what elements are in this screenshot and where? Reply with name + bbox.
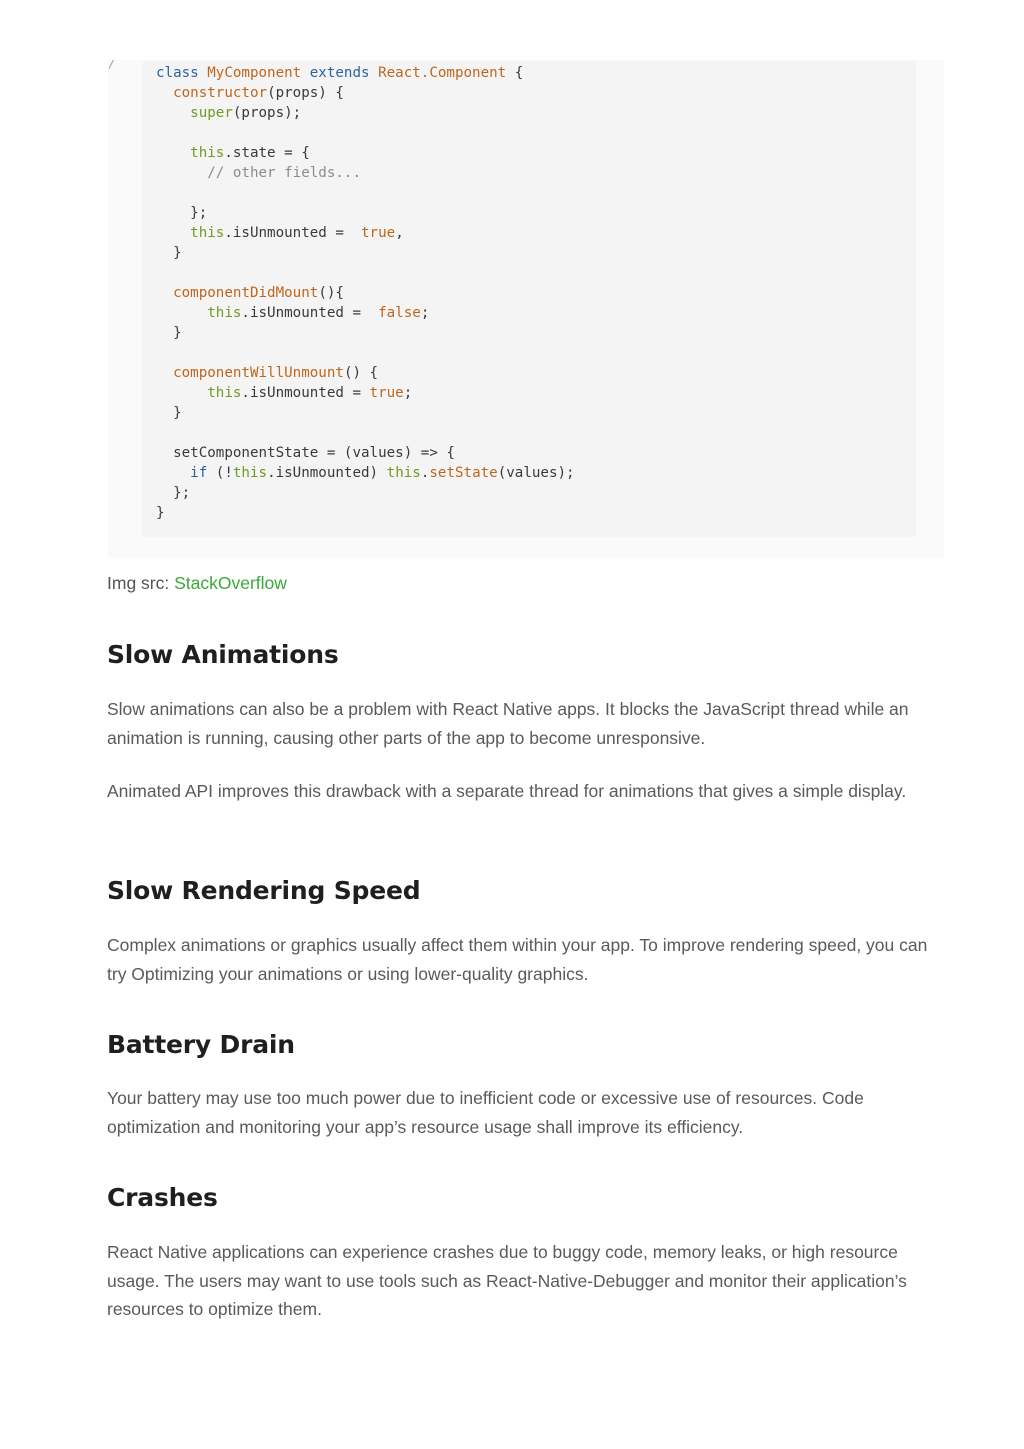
code-token: false bbox=[378, 305, 421, 321]
code-token: } bbox=[156, 405, 182, 421]
code-token: { bbox=[506, 65, 524, 81]
code-token: this bbox=[207, 305, 242, 321]
code-token: } bbox=[156, 325, 182, 341]
code-token: () { bbox=[343, 365, 379, 381]
code-token: .isUnmounted = bbox=[241, 305, 379, 321]
code-token: true bbox=[369, 385, 404, 401]
code-line bbox=[156, 105, 301, 121]
code-token bbox=[156, 385, 207, 401]
code-token: this bbox=[207, 385, 242, 401]
code-token: (props) { bbox=[267, 85, 344, 101]
code-line bbox=[156, 145, 310, 161]
code-token bbox=[156, 465, 190, 481]
code-token: MyComponent bbox=[207, 65, 310, 81]
image-caption bbox=[107, 573, 287, 594]
code-line bbox=[156, 465, 575, 481]
code-token: .isUnmounted = bbox=[241, 385, 370, 401]
paragraph-slow-animations-2: Animated API improves this drawback with a separate thread for animations that gives a simple display. bbox=[107, 781, 907, 801]
code-line bbox=[156, 305, 429, 321]
code-token: setComponentState = (values) => { bbox=[156, 445, 455, 461]
heading-slow-rendering-speed: Slow Rendering Speed bbox=[107, 876, 421, 905]
code-line bbox=[156, 485, 190, 501]
code-line bbox=[156, 85, 344, 101]
code-token: componentWillUnmount bbox=[173, 365, 344, 381]
code-token: } bbox=[156, 245, 182, 261]
code-token bbox=[156, 225, 190, 241]
code-line bbox=[156, 325, 182, 341]
code-token: class bbox=[156, 65, 208, 81]
code-token bbox=[156, 145, 190, 161]
code-token: if bbox=[190, 465, 208, 481]
code-token bbox=[156, 305, 207, 321]
code-token: (values); bbox=[497, 465, 575, 481]
code-token: setState bbox=[429, 465, 498, 481]
code-token: this bbox=[190, 225, 225, 241]
code-token: .isUnmounted = bbox=[224, 225, 362, 241]
code-token: . bbox=[420, 465, 430, 481]
paragraph-slow-rendering: Complex animations or graphics usually affect them within your app. To improve rendering speed, you can try Optimizing your animations or using lower-quality graphics. bbox=[107, 935, 928, 984]
code-token: super bbox=[190, 105, 233, 121]
code-block bbox=[142, 61, 916, 537]
code-token bbox=[156, 105, 190, 121]
code-token: extends bbox=[309, 65, 379, 81]
code-line bbox=[156, 365, 378, 381]
code-token: .state = { bbox=[224, 145, 310, 161]
code-line bbox=[156, 225, 404, 241]
code-token: (! bbox=[207, 465, 233, 481]
code-line bbox=[156, 505, 165, 521]
code-token: (props); bbox=[232, 105, 302, 121]
paragraph-battery-drain: Your battery may use too much power due to inefficient code or excessive use of resources. Code optimization and monitoring your app’s resource usage shall improve its efficiency. bbox=[107, 1088, 864, 1137]
heading-crashes: Crashes bbox=[107, 1183, 218, 1212]
code-token: }; bbox=[156, 205, 208, 221]
stackoverflow-link[interactable]: StackOverflow bbox=[174, 573, 287, 593]
code-line bbox=[156, 165, 361, 181]
code-token: }; bbox=[156, 485, 191, 501]
code-token: this bbox=[232, 465, 268, 481]
code-token: constructor bbox=[173, 85, 268, 101]
code-token: componentDidMount bbox=[173, 285, 319, 301]
heading-battery-drain: Battery Drain bbox=[107, 1030, 295, 1059]
code-token: React.Component bbox=[378, 65, 507, 81]
code-token: ; bbox=[403, 385, 413, 401]
code-token: .isUnmounted) bbox=[267, 465, 387, 481]
code-token bbox=[156, 285, 173, 301]
code-line bbox=[156, 405, 182, 421]
paragraph-slow-animations-1: Slow animations can also be a problem with React Native apps. It blocks the JavaScript thread while an animation is running, causing other parts of the app to become unresponsive. bbox=[107, 699, 909, 748]
code-listing bbox=[156, 63, 575, 523]
code-token bbox=[156, 85, 173, 101]
code-token: true bbox=[361, 225, 396, 241]
caption-prefix: Img src: bbox=[107, 573, 175, 593]
code-token bbox=[156, 365, 173, 381]
heading-slow-animations: Slow Animations bbox=[107, 640, 339, 669]
code-token: } bbox=[156, 505, 165, 521]
code-token: (){ bbox=[318, 285, 344, 301]
code-token: this bbox=[386, 465, 421, 481]
code-line bbox=[156, 445, 455, 461]
code-token: this bbox=[190, 145, 225, 161]
code-line bbox=[156, 285, 344, 301]
code-token: , bbox=[395, 225, 404, 241]
code-line bbox=[156, 245, 182, 261]
code-screenshot-figure bbox=[108, 60, 944, 558]
code-token: ; bbox=[420, 305, 430, 321]
paragraph-crashes: React Native applications can experience crashes due to buggy code, memory leaks, or high resource usage. The users may want to use tools such as React-Native-Debugger and monitor their application’s resources to optimize them. bbox=[107, 1242, 907, 1319]
code-token: // other fields... bbox=[156, 165, 361, 181]
code-line bbox=[156, 65, 523, 81]
code-line bbox=[156, 205, 207, 221]
code-line bbox=[156, 385, 412, 401]
corner-mark: / bbox=[108, 58, 115, 71]
